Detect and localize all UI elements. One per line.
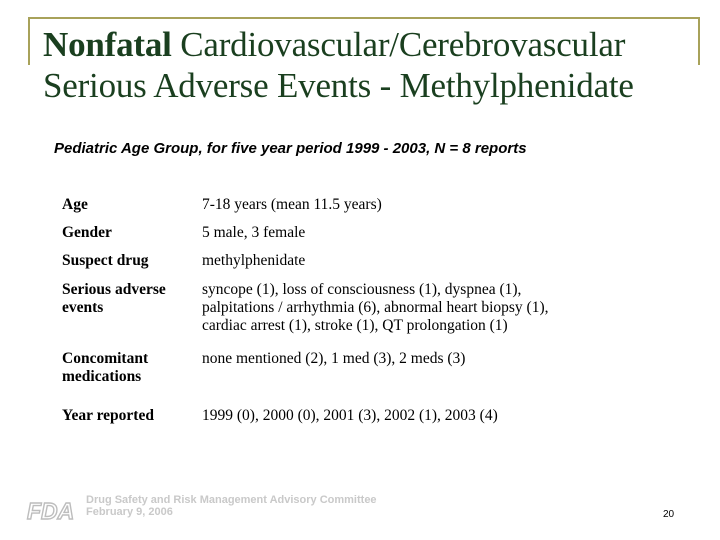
row-value <box>202 281 622 335</box>
table-row-suspect-drug <box>62 252 622 270</box>
row-value <box>202 224 622 242</box>
row-label <box>62 281 202 335</box>
footer-committee: Drug Safety and Risk Management Advisory Committee <box>86 494 377 506</box>
value-line: syncope (1), loss of consciousness (1), dyspnea (1), <box>202 281 522 298</box>
row-label <box>62 350 202 386</box>
row-label <box>62 196 202 214</box>
row-value <box>202 350 622 386</box>
label-line: Serious adverse <box>62 281 166 298</box>
row-label <box>62 407 202 425</box>
frame-top-line <box>28 17 700 19</box>
value-line: 7-18 years (mean 11.5 years) <box>202 196 382 213</box>
table-row-gender <box>62 224 622 242</box>
value-line: 5 male, 3 female <box>202 224 306 241</box>
table-row-concomitant-medications <box>62 350 622 386</box>
label-line: Gender <box>62 224 112 241</box>
value-line: 1999 (0), 2000 (0), 2001 (3), 2002 (1), 2003 (4) <box>202 407 498 424</box>
label-line: Age <box>62 196 88 213</box>
value-line: cardiac arrest (1), stroke (1), QT prolongation (1) <box>202 317 508 334</box>
label-line: Year reported <box>62 407 154 424</box>
frame-left-line <box>28 17 30 65</box>
label-line: Concomitant <box>62 350 149 367</box>
table-row-serious-adverse-events <box>62 281 622 335</box>
table-row-year-reported <box>62 407 622 425</box>
label-line: medications <box>62 368 142 385</box>
footer-text <box>86 494 446 518</box>
title-line-1 <box>43 24 703 65</box>
slide-subtitle: Pediatric Age Group, for five year period 1999 - 2003, N = 8 reports <box>54 140 527 157</box>
title-rest-line-1: Cardiovascular/Cerebrovascular <box>171 25 626 64</box>
table-row-age <box>62 196 622 214</box>
value-line: none mentioned (2), 1 med (3), 2 meds (3) <box>202 350 466 367</box>
footer-date: February 9, 2006 <box>86 506 173 518</box>
label-line: events <box>62 299 104 316</box>
label-line: Suspect drug <box>62 252 149 269</box>
title-bold-word: Nonfatal <box>43 25 172 64</box>
row-value <box>202 252 622 270</box>
row-label <box>62 252 202 270</box>
row-value <box>202 407 622 425</box>
page-number: 20 <box>663 509 675 520</box>
row-value <box>202 196 622 214</box>
fda-logo-text: FDA <box>27 498 75 523</box>
fda-logo-icon <box>26 497 76 523</box>
value-line: methylphenidate <box>202 252 306 269</box>
slide-title <box>43 24 703 106</box>
value-line: palpitations / arrhythmia (6), abnormal heart biopsy (1), <box>202 299 549 316</box>
title-line-2: Serious Adverse Events - Methylphenidate <box>43 66 634 105</box>
row-label <box>62 224 202 242</box>
